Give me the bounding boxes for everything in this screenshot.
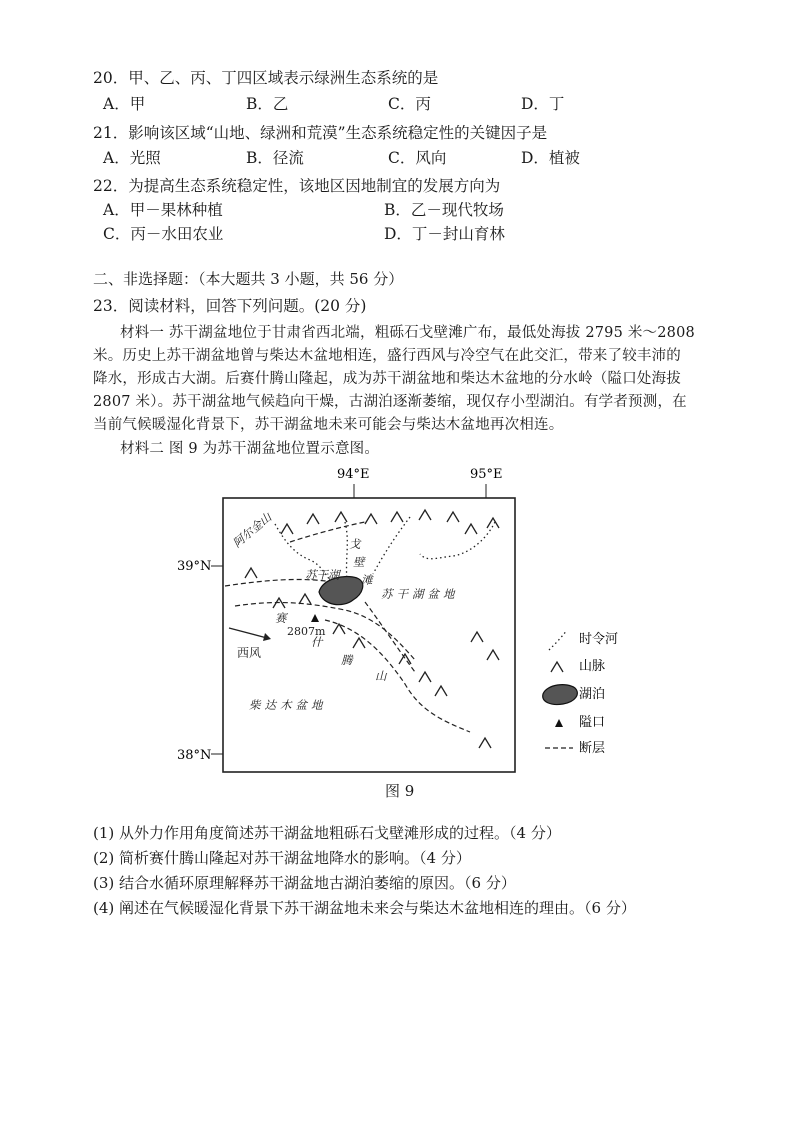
legend-lake-symbol [543, 685, 578, 705]
material-1-line-5: 当前气候暖湿化背景下，苏干湖盆地未来可能会与柴达木盆地再次相连。 [93, 417, 564, 433]
q21-option-c: C．风向 [388, 149, 447, 167]
lake-label: 苏干湖 [305, 568, 340, 582]
gobi-label-1: 戈 [349, 537, 361, 551]
question-23-title: 23．阅读材料，回答下列问题。(20 分) [93, 297, 367, 315]
saishiteng-char-1: 赛 [275, 611, 287, 625]
westerly-arrow [229, 628, 271, 641]
mountain [471, 632, 483, 642]
legend-mountain-label: 山脉 [579, 659, 606, 674]
q21-option-b: B．径流 [246, 149, 304, 167]
figure-caption: 图 9 [385, 782, 415, 800]
mountain [365, 514, 377, 524]
legend-pass-label: 隘口 [579, 715, 606, 730]
fault-4 [325, 620, 470, 732]
mountain [435, 686, 447, 696]
lon-94-label: 94°E [337, 467, 370, 482]
material-1-line-3: 降水，形成古大湖。后赛什腾山隆起，成为苏干湖盆地和柴达木盆地的分水岭（隘口处海拔 [93, 371, 681, 387]
map-legend [543, 630, 618, 756]
mountain [479, 738, 491, 748]
q21-option-a: A．光照 [103, 149, 161, 167]
subquestion-3: (3) 结合水循环原理解释苏干湖盆地古湖泊萎缩的原因。（6 分） [93, 874, 516, 892]
sugan-basin-label: 苏干湖盆地 [381, 587, 459, 601]
fault-3 [365, 602, 415, 672]
saishiteng-char-3: 腾 [341, 653, 353, 667]
legend-pass-symbol [555, 719, 563, 727]
river-4 [420, 522, 495, 559]
mountain [307, 514, 319, 524]
material-1-line-4: 2807 米）。苏干湖盆地气候趋向干燥，古湖泊逐渐萎缩，现仅存小型湖泊。有学者预测，在 [93, 394, 687, 410]
saishiteng-char-4: 山 [375, 669, 387, 683]
gobi-label-2: 壁 [353, 555, 365, 569]
q22-option-c: C．丙－水田农业 [103, 225, 224, 243]
subquestion-2: (2) 简析赛什腾山隆起对苏干湖盆地降水的影响。（4 分） [93, 849, 471, 867]
mountain [487, 650, 499, 660]
westerly-label: 西风 [237, 646, 262, 660]
legend-lake-label: 湖泊 [579, 687, 606, 702]
lat-39-label: 39°N [177, 559, 212, 574]
legend-mountain-symbol [551, 662, 563, 672]
river-3 [373, 517, 410, 574]
q22-option-a: A．甲－果林种植 [103, 201, 223, 219]
legend-river-label: 时令河 [579, 632, 619, 647]
subquestion-1: (1) 从外力作用角度简述苏干湖盆地粗砾石戈壁滩形成的过程。（4 分） [93, 824, 561, 842]
mountain [335, 512, 347, 522]
q22-option-b: B．乙－现代牧场 [384, 201, 504, 219]
mountain [281, 524, 293, 534]
gobi-label-3: 滩 [361, 573, 373, 587]
pass-marker [311, 614, 319, 622]
q22-option-d: D．丁－封山育林 [384, 225, 505, 243]
mountain [299, 594, 311, 604]
lon-95-label: 95°E [470, 467, 503, 482]
mountain [419, 510, 431, 520]
material-2: 材料二 图 9 为苏干湖盆地位置示意图。 [120, 441, 380, 457]
q20-option-d: D．丁 [521, 95, 565, 113]
legend-river-symbol [549, 630, 567, 650]
q21-option-d: D．植被 [521, 149, 580, 167]
qaidam-basin-label: 柴达木盆地 [249, 698, 327, 712]
mountains [245, 510, 499, 748]
q20-option-b: B．乙 [246, 95, 289, 113]
mountain [353, 638, 365, 648]
mountain [399, 654, 411, 664]
q20-option-a: A．甲 [103, 95, 146, 113]
question-21-stem: 21．影响该区域“山地、绿洲和荒漠”生态系统稳定性的关键因子是 [93, 124, 548, 142]
saishiteng-char-2: 什 [311, 635, 323, 649]
q20-option-c: C．丙 [388, 95, 431, 113]
lat-38-label: 38°N [177, 748, 212, 763]
question-20-stem: 20．甲、乙、丙、丁四区域表示绿洲生态系统的是 [93, 69, 439, 87]
material-1-line-1: 材料一 苏干湖盆地位于甘肃省西北端，粗砾石戈壁滩广布，最低处海拔 2795 米～2808 [120, 325, 695, 341]
mountain [447, 512, 459, 522]
section-heading: 二、非选择题：（本大题共 3 小题，共 56 分） [93, 270, 404, 288]
aerjin-mountain-label: 阿尔金山 [229, 510, 275, 551]
mountain [391, 512, 403, 522]
material-1-line-2: 米。历史上苏干湖盆地曾与柴达木盆地相连，盛行西风与冷空气在此交汇，带来了较丰沛的 [93, 348, 681, 364]
subquestion-4: (4) 阐述在气候暖湿化背景下苏干湖盆地未来会与柴达木盆地相连的理由。（6 分） [93, 899, 636, 917]
sugan-lake-basin-map [177, 462, 665, 777]
mountain [245, 568, 257, 578]
question-22-stem: 22．为提高生态系统稳定性，该地区因地制宜的发展方向为 [93, 177, 501, 195]
mountain [419, 672, 431, 682]
legend-fault-label: 断层 [579, 741, 606, 756]
mountain [465, 524, 477, 534]
river-2 [345, 522, 347, 582]
pass-elevation-label: 2807m [287, 625, 326, 638]
